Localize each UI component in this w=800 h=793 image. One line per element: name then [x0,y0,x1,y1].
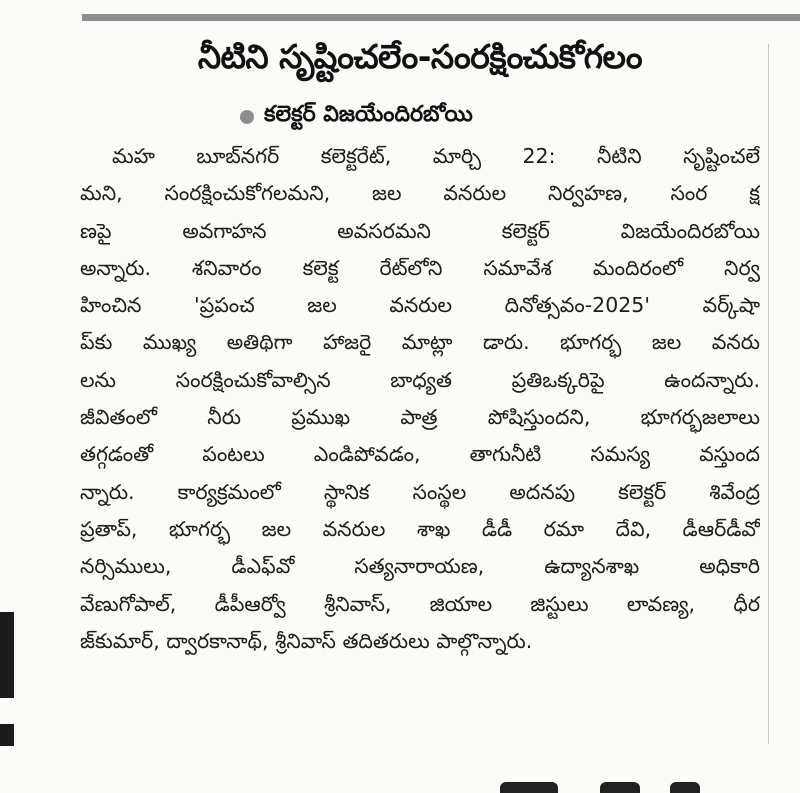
left-black-block [0,724,14,746]
body-line: ప్‌కు ముఖ్య అతిథిగా హాజరై మాట్లా డారు. భూగర్భ జల వనరు [80,330,760,355]
column-rule [768,44,769,744]
ink-fragment [600,782,640,793]
body-line: వేణుగోపాల్, డీపీఆర్వో శ్రీనివాస్, జియాల జిస్టులు లావణ్య, ధీర [80,591,760,616]
body-line: హించిన 'ప్రపంచ జల వనరుల దినోత్సవం-2025' వర్క్‌షా [80,293,760,318]
body-line: నర్సిములు, డీఎఫ్‌వో సత్యనారాయణ, ఉద్యానశాఖ అధికారి [80,554,760,579]
next-headline-fragment [480,776,800,793]
body-line: మహ బూబ్‌నగర్ కలెక్టరేట్, మార్చి 22: నీటిని సృష్టించలే [112,144,760,168]
bullet-icon [240,110,254,124]
body-line: తగ్గడంతో పంటలు ఎండిపోవడం, తాగునీటి సమస్య వస్తుంద [80,442,760,467]
body-line: మని, సంరక్షించుకోగలమని, జల వనరుల నిర్వహణ, సంర క్ష [80,181,760,206]
body-line: అన్నారు. శనివారం కలెక్ట రేట్‌లోని సమావేశ మందిరంలో నిర్వ [80,255,760,280]
left-black-block [0,612,14,698]
body-line: జ్‌కుమార్, ద్వారకానాథ్, శ్రీనివాస్ తదితరులు పాల్గొన్నారు. [80,628,533,653]
headline: నీటిని సృష్టించలేం-సంరక్షించుకోగలం [197,37,643,76]
ink-fragment [670,782,700,793]
top-rule [82,14,800,21]
byline [240,101,473,133]
body-line: ప్రతాప్, భూగర్భ జల వనరుల శాఖ డీడీ రమా దేవి, డీఆర్‌డీవో [80,516,760,541]
body-line: ణపై అవగాహన అవసరమని కలెక్టర్ విజయేందిరబోయి [80,218,760,243]
body-line: లను సంరక్షించుకోవాల్సిన బాధ్యత ప్రతిఒక్కరిపై ఉందన్నారు. [80,367,760,392]
article-body [80,138,760,660]
left-column-fragment [0,0,20,793]
ink-fragment [500,782,558,793]
byline-text: కలెక్టర్ విజయేందిరబోయి [264,102,473,127]
body-line: న్నారు. కార్యక్రమంలో స్థానిక సంస్థల అదనపు కలెక్టర్ శివేంద్ర [80,479,760,504]
body-line: జీవితంలో నీరు ప్రముఖ పాత్ర పోషిస్తుందని, భూగర్భజలాలు [80,405,760,430]
